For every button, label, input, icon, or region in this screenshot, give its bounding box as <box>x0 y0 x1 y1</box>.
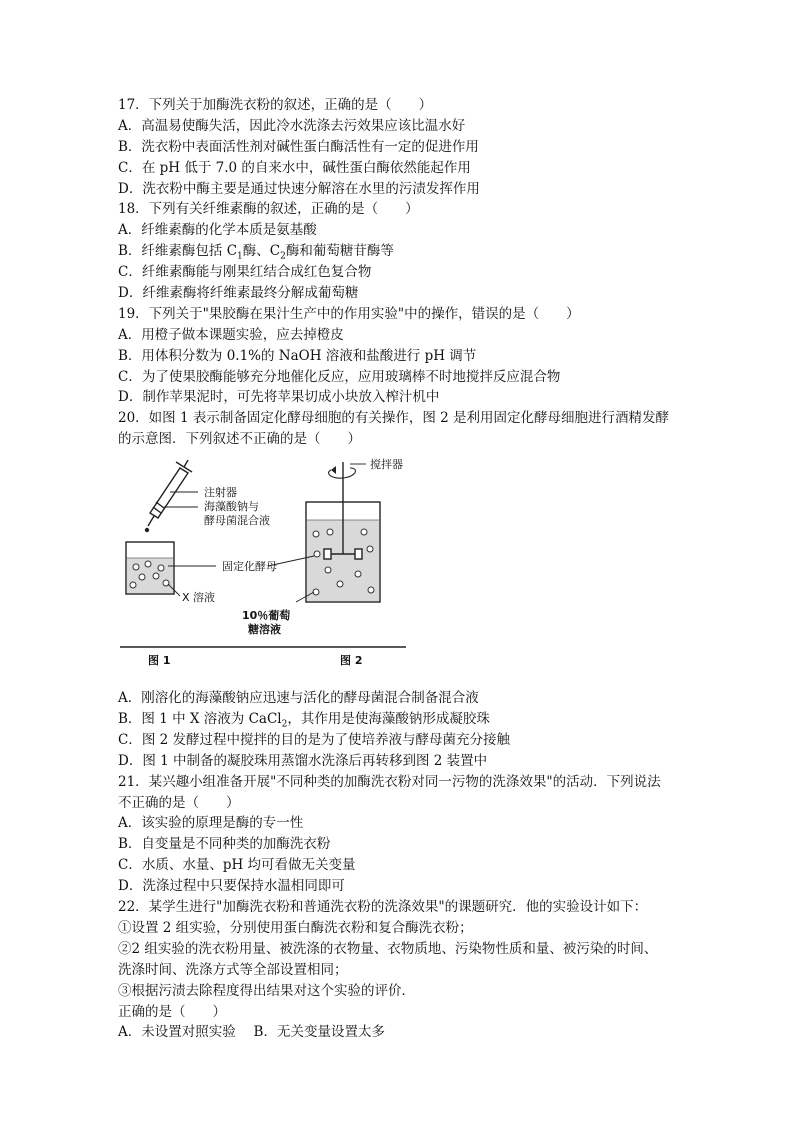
question-18-option-b <box>118 241 678 262</box>
question-17-option-d: D．洗衣粉中酶主要是通过快速分解溶在水里的污渍发挥作用 <box>118 180 480 197</box>
question-20-option-a: A．刚溶化的海藻酸钠应迅速与活化的酵母菌混合制备混合液 <box>118 690 479 707</box>
q18-b-part1: B．纤维素酶包括 C <box>118 243 238 260</box>
question-20-option-b <box>118 709 678 730</box>
exam-page <box>118 95 678 1043</box>
question-22-options-ab: A．未设置对照实验 B．无关变量设置太多 <box>118 1024 385 1041</box>
question-20-stem-line2: 的示意图．下列叙述不正确的是（ ） <box>118 431 361 448</box>
question-19-option-d: D．制作苹果泥时，可先将苹果切成小块放入榨汁机中 <box>118 389 440 406</box>
q18-b-sub2: 2 <box>280 251 286 262</box>
q18-b-part2: 酶、C <box>242 243 281 260</box>
question-22-prompt: 正确的是（ ） <box>118 1003 226 1020</box>
question-20-option-d: D．图 1 中制备的凝胶珠用蒸馏水洗涤后再转移到图 2 装置中 <box>118 752 488 769</box>
label-mixture-line2: 酵母菌混合液 <box>204 514 270 528</box>
question-21-option-b: B．自变量是不同种类的加酶洗衣粉 <box>118 836 331 853</box>
question-19-stem: 19．下列关于"果胶酶在果汁生产中的作用实验"中的操作，错误的是（ ） <box>118 305 580 322</box>
question-17-option-a: A．高温易使酶失活，因此冷水洗涤去污效果应该比温水好 <box>118 117 466 134</box>
question-22-stem: 22．某学生进行"加酶洗衣粉和普通洗衣粉的洗涤效果"的课题研究．他的实验设计如下： <box>118 899 648 916</box>
label-stirrer: 搅拌器 <box>370 458 403 472</box>
question-18-option-a: A．纤维素酶的化学本质是氨基酸 <box>118 222 317 239</box>
question-20-stem-line1: 20．如图 1 表示制备固定化酵母细胞的有关操作，图 2 是利用固定化酵母细胞进行酒精发酵 <box>118 410 670 427</box>
question-21-option-d: D．洗涤过程中只要保持水温相同即可 <box>118 878 345 895</box>
q18-b-sub1: 1 <box>237 251 243 262</box>
figure-diagram <box>118 452 418 688</box>
fermentation-vessel-drawing <box>306 462 380 602</box>
question-22-step-1: ①设置 2 组实验，分别使用蛋白酶洗衣粉和复合酶洗衣粉； <box>118 919 473 936</box>
question-22-step-2-line1: ②2 组实验的洗衣粉用量、被洗涤的衣物量、衣物质地、污染物性质和量、被污染的时间、 <box>118 940 658 957</box>
label-glucose-line1: 10％葡萄 <box>242 609 291 623</box>
question-21-option-c: C．水质、水量、pH 均可看做无关变量 <box>118 857 356 874</box>
question-17-option-c: C．在 pH 低于 7.0 的自来水中，碱性蛋白酶依然能起作用 <box>118 159 471 176</box>
label-glucose-line2: 糖溶液 <box>248 623 281 637</box>
question-21-stem-line1: 21．某兴趣小组准备开展"不同种类的加酶洗衣粉对同一污物的洗涤效果"的活动．下列说法 <box>118 773 661 790</box>
q20-b-sub: 2 <box>281 719 288 730</box>
question-20-option-c: C．图 2 发酵过程中搅拌的目的是为了使培养液与酵母菌充分接触 <box>118 731 511 748</box>
label-syringe: 注射器 <box>204 486 237 500</box>
question-18-stem: 18．下列有关纤维素酶的叙述，正确的是（ ） <box>118 201 419 218</box>
figure-1-caption: 图 1 <box>148 654 171 668</box>
label-mixture-line1: 海藻酸钠与 <box>204 500 259 514</box>
label-x-solution: X 溶液 <box>182 591 216 605</box>
question-21-option-a: A．该实验的原理是酶的专一性 <box>118 815 304 832</box>
q20-b-part1: B．图 1 中 X 溶液为 CaCl <box>118 711 282 728</box>
syringe-drawing <box>146 460 193 532</box>
question-22-step-3: ③根据污渍去除程度得出结果对这个实验的评价． <box>118 982 415 999</box>
question-18-option-d: D．纤维素酶将纤维素最终分解成葡萄糖 <box>118 285 359 302</box>
label-immobilized-yeast: 固定化酵母 <box>222 560 277 574</box>
question-19-option-a: A．用橙子做本课题实验，应去掉橙皮 <box>118 326 344 343</box>
beaker-drawing <box>126 542 174 594</box>
q18-b-part3: 酶和葡萄糖苷酶等 <box>285 243 394 260</box>
q20-b-part2: ，其作用是使海藻酸钠形成凝胶珠 <box>287 711 490 728</box>
question-22-step-2-line2: 洗涤时间、洗涤方式等全部设置相同； <box>118 961 348 978</box>
question-19-option-b: B．用体积分数为 0.1%的 NaOH 溶液和盐酸进行 pH 调节 <box>118 347 477 364</box>
immobilized-yeast-figure <box>118 452 418 688</box>
question-17-stem: 17．下列关于加酶洗衣粉的叙述，正确的是（ ） <box>118 97 433 113</box>
question-18-option-c: C．纤维素酶能与刚果红结合成红色复合物 <box>118 264 372 281</box>
question-17-option-b: B．洗衣粉中表面活性剂对碱性蛋白酶活性有一定的促进作用 <box>118 138 479 155</box>
figure-2-caption: 图 2 <box>340 654 363 668</box>
question-19-option-c: C．为了使果胶酶能够充分地催化反应，应用玻璃棒不时地搅拌反应混合物 <box>118 368 561 385</box>
question-21-stem-line2: 不正确的是（ ） <box>118 794 240 811</box>
